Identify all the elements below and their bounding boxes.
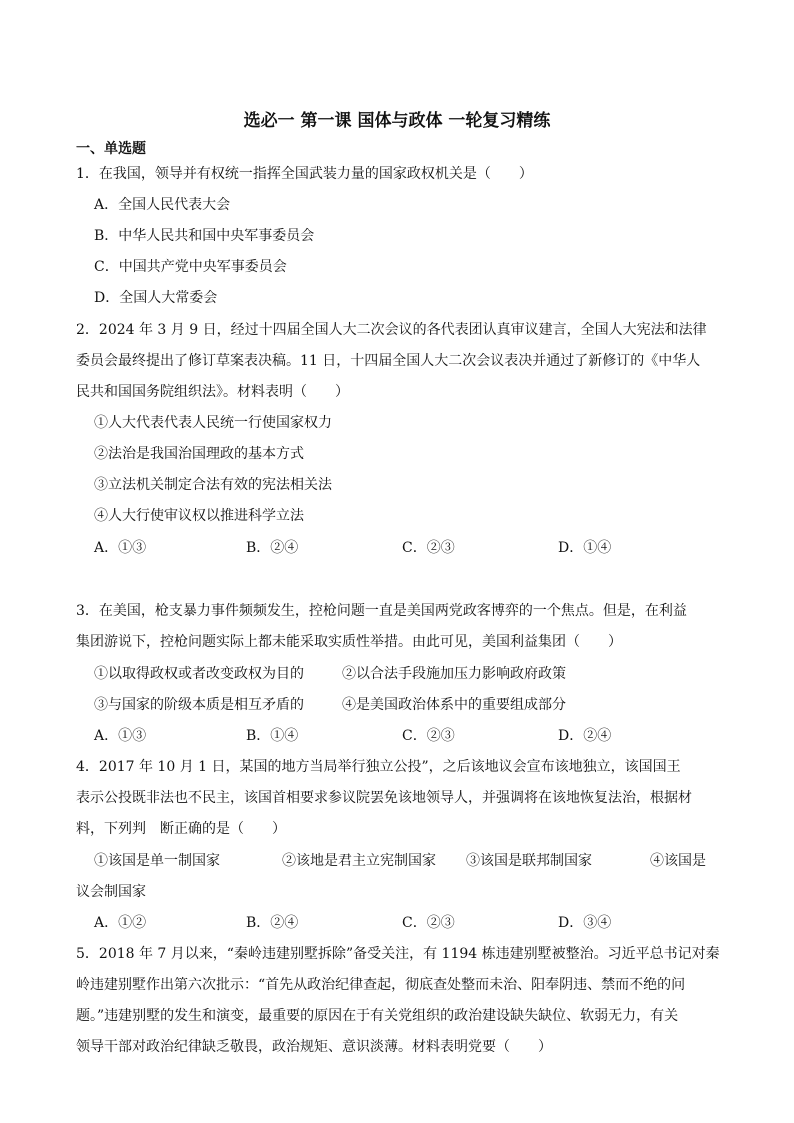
question-3-option-c: C．②③ (402, 728, 455, 744)
question-2-statement-3: ③立法机关制定合法有效的宪法相关法 (94, 477, 332, 493)
question-4-option-c: C．②③ (402, 915, 455, 931)
question-4-option-b: B．②④ (246, 915, 299, 931)
question-1-option-d: D．全国人大常委会 (94, 290, 218, 306)
question-3-option-d: D．②④ (558, 728, 612, 744)
question-5-stem-line-4: 领导干部对政治纪律缺乏敬畏，政治规矩、意识淡薄。材料表明党要（ ） (76, 1039, 552, 1055)
question-2-stem-line-2: 委员会最终提出了修订草案表决稿。11 日，十四届全国人大二次会议表决并通过了新修订的《中华人 (76, 353, 701, 369)
page-title: 选必一 第一课 国体与政体 一轮复习精练 (243, 111, 551, 131)
question-3-statement-4: ④是美国政治体系中的重要组成部分 (342, 697, 566, 713)
question-4-statement-4: ④该国是 (650, 853, 706, 869)
question-3-statement-3: ③与国家的阶级本质是相互矛盾的 (94, 697, 304, 713)
question-5-stem-line-2: 岭违建别墅作出第六次批示：“首先从政治纪律查起，彻底查处整而未治、阳奉阴违、禁而不绝的问 (76, 977, 686, 993)
question-2-option-b: B．②④ (246, 540, 299, 556)
question-4-stem-line-3: 料，下列判 断正确的是（ ） (76, 821, 286, 837)
question-4-option-a: A．①② (94, 915, 147, 931)
question-2-option-a: A．①③ (94, 540, 147, 556)
question-3-stem-line-1: 3．在美国，枪支暴力事件频频发生，控枪问题一直是美国两党政客博弈的一个焦点。但是，在利益 (76, 603, 687, 619)
question-5-stem-line-3: 题。”违建别墅的发生和演变，最重要的原因在于有关党组织的政治建设缺失缺位、软弱无力，有关 (76, 1008, 679, 1024)
section-heading: 一、单选题 (76, 141, 146, 157)
question-4-statement-2: ②该地是君主立宪制国家 (282, 853, 436, 869)
question-2-statement-4: ④人大行使审议权以推进科学立法 (94, 508, 304, 524)
question-3-stem-line-2: 集团游说下，控枪问题实际上都未能采取实质性举措。由此可见，美国利益集团（ ） (76, 634, 622, 650)
question-4-statement-3: ③该国是联邦制国家 (466, 853, 592, 869)
question-4-stem-line-1: 4．2017 年 10 月 1 日，某国的地方当局举行独立公投”，之后该地议会宣布该地独立，该国国王 (76, 759, 681, 775)
question-1-option-b: B．中华人民共和国中央军事委员会 (94, 228, 315, 244)
question-1-option-c: C．中国共产党中央军事委员会 (94, 259, 287, 275)
question-4-statement-continuation: 议会制国家 (76, 884, 146, 900)
question-2-option-c: C．②③ (402, 540, 455, 556)
question-2-stem-line-3: 民共和国国务院组织法》。材料表明（ ） (76, 384, 349, 400)
question-4-statement-1: ①该国是单一制国家 (94, 853, 220, 869)
question-2-statement-2: ②法治是我国治国理政的基本方式 (94, 446, 304, 462)
question-2-statement-1: ①人大代表代表人民统一行使国家权力 (94, 415, 332, 431)
question-4-stem-line-2: 表示公投既非法也不民主，该国首相要求参议院罢免该地领导人，并强调将在该地恢复法治，根据材 (76, 790, 692, 806)
question-2-stem-line-1: 2．2024 年 3 月 9 日，经过十四届全国人大二次会议的各代表团认真审议建言，全国人大宪法和法律 (76, 322, 707, 338)
question-3-option-a: A．①③ (94, 728, 147, 744)
question-1-option-a: A．全国人民代表大会 (94, 197, 231, 213)
question-5-stem-line-1: 5．2018 年 7 月以来，“秦岭违建别墅拆除”备受关注，有 1194 栋违建别墅被整治。习近平总书记对秦 (76, 946, 720, 962)
question-2-option-d: D．①④ (558, 540, 612, 556)
question-3-statement-1: ①以取得政权或者改变政权为目的 (94, 666, 304, 682)
question-3-statement-2: ②以合法手段施加压力影响政府政策 (342, 666, 566, 682)
question-4-option-d: D．③④ (558, 915, 612, 931)
question-1-stem: 1．在我国，领导并有权统一指挥全国武装力量的国家政权机关是（ ） (76, 166, 533, 182)
question-3-option-b: B．①④ (246, 728, 299, 744)
